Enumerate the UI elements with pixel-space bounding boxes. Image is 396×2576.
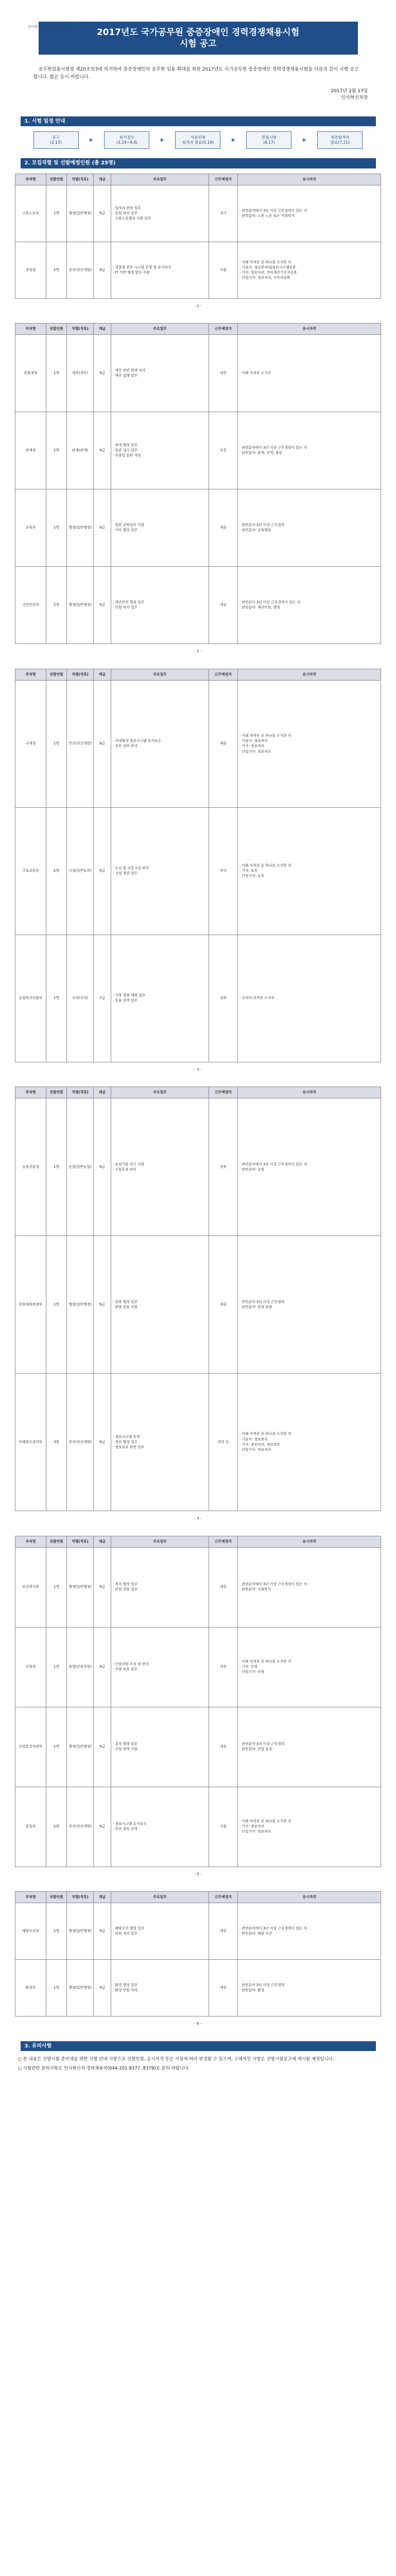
table-cell-grade: 9급	[94, 1374, 111, 1511]
table-cell-dept: 국민안전처	[15, 567, 46, 644]
column-header: 응시자격	[238, 669, 381, 680]
table-row	[15, 1960, 381, 2016]
column-header: 근무예정지	[209, 669, 238, 680]
notes	[18, 2056, 378, 2072]
table-cell-job: 농업(일반농업)	[67, 1098, 94, 1236]
table-cell-n: 2명	[46, 1787, 67, 1867]
schedule-step-date: (2.17)	[50, 140, 62, 145]
table-cell-duties: · 법원 공탁업무 지원 · 사무 행정 업무	[111, 489, 209, 567]
schedule-step	[175, 131, 220, 149]
table-cell-place: 과천 등	[209, 1374, 238, 1511]
table-cell-place: 세종	[209, 1960, 238, 2016]
table-cell-place: 세종	[209, 489, 238, 567]
column-header: 직렬(직류)	[67, 1087, 94, 1098]
table-cell-duties: · 도로 및 교통시설 관리 · 시설 점검 업무	[111, 807, 209, 935]
column-header: 직렬(직류)	[67, 1536, 94, 1547]
table-cell-n: 1명	[46, 680, 67, 807]
column-header: 응시자격	[238, 1892, 381, 1903]
page-title	[39, 22, 358, 55]
table-cell-job: 행정(일반행정)	[67, 567, 94, 644]
intro-paragraph: 공무원임용시험령 제20조의3에 의거하여 중증장애인의 공무원 임용 확대를 위한 2017년도 국가공무원 중증장애인 경력경쟁채용시험을 다음과 같이 시행 공고합니다. 많은 응시 바랍니다.	[33, 67, 359, 80]
column-header: 계급	[94, 669, 111, 680]
column-header: 응시자격	[238, 324, 381, 335]
column-header: 직렬(직류)	[67, 669, 94, 680]
column-header: 주요업무	[111, 174, 209, 185]
table-cell-grade: 7급	[94, 935, 111, 1062]
schedule-step	[104, 131, 149, 149]
schedule-step-label: 면접시험	[261, 135, 277, 140]
note-item: ○ 본 내용은 선발시험 준비생을 위한 시험 안내 사항으로 선발인원, 응시자격 등은 사정에 따라 변경될 수 있으며, 구체적인 사항은 선발시험공고에 게시될 예정입니다.	[18, 2057, 334, 2062]
table-header-row	[15, 174, 381, 185]
table-cell-qual: · 아래 자격증 중 하나를 소지한 자 · 기술사: 정보관리 · 기사: 정보처리, 정보보안 · 산업기사: 정보처리	[238, 1374, 381, 1511]
table-cell-duties: · 환경 행정 업무 · 환경 민원 처리	[111, 1960, 209, 2016]
table-cell-n: 2명	[46, 1903, 67, 1960]
schedule-step-label: 공고	[52, 135, 60, 140]
table-cell-job: 행정(일반행정)	[67, 489, 94, 567]
table-cell-dept: 경찰청	[15, 242, 46, 298]
table-cell-grade: 9급	[94, 335, 111, 412]
table-cell-grade: 9급	[94, 1903, 111, 1960]
table-cell-duties: · 정보시스템 운영 · 전산 행정 업무 · 정보보호 관련 업무	[111, 1374, 209, 1511]
table-cell-place: 세종	[209, 567, 238, 644]
table-cell-n: 1명	[46, 1547, 67, 1627]
table-block	[0, 323, 396, 654]
table-cell-job: 행정(일반행정)	[67, 1236, 94, 1374]
table-cell-job: 세무(세무)	[67, 335, 94, 412]
table-cell-grade: 9급	[94, 567, 111, 644]
table-cell-dept: 국토교통부	[15, 807, 46, 935]
table-cell-duties: · 문화 행정 업무 · 관광 진흥 지원	[111, 1236, 209, 1374]
table-cell-dept: 농림축산식품부	[15, 935, 46, 1062]
schedule-step-label: 원서접수	[119, 135, 134, 140]
table-cell-place: 인천	[209, 412, 238, 489]
table-cell-job: 수의(수의)	[67, 935, 94, 1062]
table-row	[15, 1903, 381, 1960]
table-cell-grade: 9급	[94, 1236, 111, 1374]
table-cell-job: 관세(관세)	[67, 412, 94, 489]
title-line-2: 시험 공고	[179, 39, 217, 49]
table-cell-n: 1명	[46, 1098, 67, 1236]
schedule-step-label: 서류전형	[190, 135, 205, 140]
schedule-step	[33, 131, 79, 149]
table-cell-place: 전북	[209, 1098, 238, 1236]
table-cell-qual: · 관련분야에서 3년 이상 근무경력이 있는 자 · 관련분야: 관세, 무역, 물류	[238, 412, 381, 489]
table-cell-place: 서울	[209, 1787, 238, 1867]
table-cell-job: 전산(전산개발)	[67, 1374, 94, 1511]
table-cell-n: 1명	[46, 1236, 67, 1374]
table-cell-qual: · 아래 자격증 소지자	[238, 335, 381, 412]
positions-table	[15, 1087, 381, 1511]
table-cell-grade: 9급	[94, 1627, 111, 1707]
table-cell-job: 전산(전산개발)	[67, 242, 94, 298]
table-block	[0, 1087, 396, 1521]
table-cell-duties: · 재난안전 행정 업무 · 민원 처리 업무	[111, 567, 209, 644]
table-cell-dept: 보건복지부	[15, 1547, 46, 1627]
table-row	[15, 412, 381, 489]
column-header: 직렬(직류)	[67, 324, 94, 335]
page-number: - 5 -	[194, 1872, 202, 1876]
table-row	[15, 680, 381, 807]
table-cell-job: 전산(전산개발)	[67, 1787, 94, 1867]
positions-table	[15, 1891, 381, 2016]
column-header: 근무예정지	[209, 174, 238, 185]
table-cell-grade: 9급	[94, 1098, 111, 1236]
table-cell-n: 1명	[46, 412, 67, 489]
table-row	[15, 1787, 381, 1867]
table-cell-qual: · 관련분야 3년 이상 근무경력 · 관련분야: 산업 통상	[238, 1707, 381, 1787]
column-header: 선발인원	[46, 1087, 67, 1098]
table-cell-duties: · 농업기술 연구 지원 · 시험포장 관리	[111, 1098, 209, 1236]
table-cell-n: 1명	[46, 1960, 67, 2016]
positions-table	[15, 669, 381, 1062]
table-cell-dept: 교육부	[15, 489, 46, 567]
section-notes-title: 3. 유의사항	[21, 2041, 376, 2052]
table-cell-place: 세종	[209, 1903, 238, 1960]
column-header: 계급	[94, 1536, 111, 1547]
schedule-step	[246, 131, 291, 149]
schedule-step	[317, 131, 363, 149]
table-cell-job: 임업(산림자원)	[67, 1627, 94, 1707]
section-schedule-title: 1. 시험 일정 안내	[21, 116, 376, 127]
table-cell-duties: · 경찰청 전산 시스템 운영 및 유지보수 · IT 기반 행정 업무 지원	[111, 242, 209, 298]
table-cell-grade: 9급	[94, 1787, 111, 1867]
table-cell-qual: · 아래 자격증 중 하나를 소지한 자 · 기사: 산림 · 산업기사: 산림	[238, 1627, 381, 1707]
announcing-org: 인사혁신처장	[341, 95, 368, 101]
column-header: 응시자격	[238, 1536, 381, 1547]
section-positions-title: 2. 모집직렬 및 선발예정인원 (총 25명)	[21, 158, 376, 168]
table-header-row	[15, 1536, 381, 1547]
column-header: 근무예정지	[209, 1536, 238, 1547]
table-cell-qual: · 관련분야 3년 이상 근무경력 · 관련분야: 문화 관광	[238, 1236, 381, 1374]
table-cell-dept: 환경부	[15, 1960, 46, 2016]
announcement-date: 2017년 2월 17일	[331, 88, 368, 94]
table-cell-n: 2명	[46, 567, 67, 644]
table-cell-duties: · 국세행정 정보시스템 유지보수 · 전산 장비 관리	[111, 680, 209, 807]
arrow-right-icon: ▶	[161, 138, 164, 143]
column-header: 계급	[94, 1892, 111, 1903]
table-cell-dept: 통일부	[15, 1787, 46, 1867]
table-row	[15, 567, 381, 644]
table-cell-grade: 9급	[94, 680, 111, 807]
positions-table	[15, 323, 381, 644]
column-header: 선발인원	[46, 174, 67, 185]
table-cell-place: 서울	[209, 242, 238, 298]
column-header: 근무예정지	[209, 1892, 238, 1903]
arrow-right-icon: ▶	[302, 138, 306, 143]
table-cell-duties: · 일자리 관련 업무 · 민원 처리 업무 · 고용노동행정 지원 업무	[111, 185, 209, 242]
table-cell-duties: · 관세 행정 업무 · 통관 심사 업무 · 수출입 통관 지원	[111, 412, 209, 489]
column-header: 선발인원	[46, 1536, 67, 1547]
table-cell-dept: 해양수산부	[15, 1903, 46, 1960]
table-cell-n: 1명	[46, 1627, 67, 1707]
column-header: 부처명	[15, 324, 46, 335]
table-cell-n: 1명	[46, 242, 67, 298]
table-row	[15, 242, 381, 298]
table-cell-job: 시설(일반토목)	[67, 807, 94, 935]
table-cell-duties: · 해양수산 행정 업무 · 민원 처리 업무	[111, 1903, 209, 1960]
table-cell-qual: · 관련분야에서 3년 이상 근무경력이 있는 자 · 관련분야: 사회복지	[238, 1547, 381, 1627]
table-row	[15, 489, 381, 567]
table-cell-dept: 문화재청	[15, 335, 46, 412]
schedule-steps	[33, 131, 363, 149]
table-cell-qual: · 아래 자격증 중 하나를 소지한 자 · 기술사: 정보관리 · 기사: 정보처리 · 산업기사: 정보처리	[238, 680, 381, 807]
table-row	[15, 1236, 381, 1374]
table-cell-qual: · 관련분야 3년 이상 근무경력 · 관련분야: 환경	[238, 1960, 381, 2016]
table-cell-dept: 관세청	[15, 412, 46, 489]
table-cell-dept: 산림청	[15, 1627, 46, 1707]
column-header: 선발인원	[46, 669, 67, 680]
date-org	[28, 88, 368, 102]
table-cell-grade: 9급	[94, 1547, 111, 1627]
table-cell-grade: 9급	[94, 807, 111, 935]
table-row	[15, 1098, 381, 1236]
positions-tables	[0, 174, 396, 2027]
table-cell-place: 세종	[209, 680, 238, 807]
table-row	[15, 335, 381, 412]
table-cell-dept: 미래창조과학부	[15, 1374, 46, 1511]
table-cell-n: 3명	[46, 1374, 67, 1511]
column-header: 선발인원	[46, 1892, 67, 1903]
positions-table	[15, 1536, 381, 1867]
table-cell-dept: 산업통상자원부	[15, 1707, 46, 1787]
table-row	[15, 1627, 381, 1707]
table-block	[0, 174, 396, 309]
column-header: 부처명	[15, 1892, 46, 1903]
page-number: - 2 -	[194, 649, 202, 654]
table-row	[15, 807, 381, 935]
table-cell-place: 대전	[209, 335, 238, 412]
table-row	[15, 935, 381, 1062]
table-cell-place: 전국	[209, 807, 238, 935]
schedule-step-date: 합격자 발표(5.19)	[182, 140, 214, 145]
table-header-row	[15, 1892, 381, 1903]
table-cell-job: 전산(전산개발)	[67, 680, 94, 807]
table-row	[15, 185, 381, 242]
schedule-step-date: (6.17)	[263, 140, 275, 145]
table-cell-n: 1명	[46, 935, 67, 1062]
table-cell-grade: 9급	[94, 242, 111, 298]
table-block	[0, 1891, 396, 2026]
table-cell-place: 세종	[209, 1707, 238, 1787]
table-cell-job: 행정(일반행정)	[67, 1960, 94, 2016]
table-cell-grade: 9급	[94, 1960, 111, 2016]
table-cell-job: 행정(일반행정)	[67, 1903, 94, 1960]
column-header: 계급	[94, 324, 111, 335]
table-header-row	[15, 669, 381, 680]
column-header: 주요업무	[111, 1892, 209, 1903]
column-header: 부처명	[15, 1087, 46, 1098]
table-cell-duties: · 산림자원 조성 및 관리 · 산림 보호 업무	[111, 1627, 209, 1707]
table-cell-duties: · 가축 질병 예방 업무 · 동물 검역 업무	[111, 935, 209, 1062]
table-cell-job: 행정(일반행정)	[67, 1707, 94, 1787]
positions-table	[15, 174, 381, 299]
schedule-step-date: (3.29~4.4)	[116, 140, 137, 145]
table-header-row	[15, 324, 381, 335]
table-cell-duties: · 정보시스템 유지보수 · 전산 장비 운영	[111, 1787, 209, 1867]
table-cell-n: 1명	[46, 335, 67, 412]
page-number: - 3 -	[194, 1067, 202, 1072]
column-header: 주요업무	[111, 1536, 209, 1547]
column-header: 직렬(직류)	[67, 1892, 94, 1903]
table-cell-job: 행정(일반행정)	[67, 1547, 94, 1627]
table-cell-job: 행정(일반행정)	[67, 185, 94, 242]
column-header: 주요업무	[111, 1087, 209, 1098]
table-block	[0, 669, 396, 1072]
column-header: 직렬(직류)	[67, 174, 94, 185]
page-number: - 4 -	[194, 1516, 202, 1521]
table-cell-qual: · 아래 자격증 중 하나를 소지한 자 · 기사: 정보처리 · 산업기사: 정보처리	[238, 1787, 381, 1867]
table-cell-qual: · 아래 자격증 중 하나를 소지한 자 · 기술사: 정보관리/컴퓨터시스템응용 · 기사: 정보처리, 전자계산기조직응용 · 산업기사: 정보처리, 사무자동화	[238, 242, 381, 298]
table-cell-place: 세종	[209, 1547, 238, 1627]
table-cell-dept: 고용노동부	[15, 185, 46, 242]
table-cell-qual: · 관련분야에서 3년 이상 근무경력이 있는 자 · 관련분야: 해양 수산	[238, 1903, 381, 1960]
column-header: 계급	[94, 174, 111, 185]
table-cell-grade: 9급	[94, 489, 111, 567]
table-cell-qual: · 관련분야에서 3년 이상 근무경력이 있는 자 · 관련분야: 고용 노동 또는 사회복지	[238, 185, 381, 242]
table-cell-grade: 9급	[94, 1707, 111, 1787]
arrow-right-icon: ▶	[232, 138, 235, 143]
table-cell-duties: · 세무 관련 회계 처리 · 예산 집행 업무	[111, 335, 209, 412]
table-cell-grade: 9급	[94, 185, 111, 242]
schedule-step-date: 발표(7.21)	[330, 140, 350, 145]
table-cell-qual: · 아래 자격증 중 하나를 소지한 자 · 기사: 토목 · 산업기사: 토목	[238, 807, 381, 935]
table-cell-place: 세종	[209, 1236, 238, 1374]
table-cell-n: 1명	[46, 1707, 67, 1787]
announcement-number: 인사혁신처 공고 제2017-57호	[28, 25, 73, 29]
table-cell-duties: · 복지 행정 업무 · 민원 상담 업무	[111, 1547, 209, 1627]
table-cell-qual: · 관련분야 3년 이상 근무경력이 있는 자 · 관련분야: 재난안전, 행정	[238, 567, 381, 644]
page-number: - 1 -	[194, 303, 202, 308]
table-cell-n: 1명	[46, 489, 67, 567]
page	[0, 22, 396, 2072]
table-cell-dept: 국세청	[15, 680, 46, 807]
column-header: 응시자격	[238, 1087, 381, 1098]
column-header: 부처명	[15, 174, 46, 185]
table-cell-place: 경기	[209, 185, 238, 242]
table-cell-qual: · 관련분야에서 3년 이상 근무경력이 있는 자 · 관련분야: 농업	[238, 1098, 381, 1236]
table-header-row	[15, 1087, 381, 1098]
table-block	[0, 1536, 396, 1877]
table-row	[15, 1547, 381, 1627]
table-cell-duties: · 통상 행정 업무 · 산업 정책 지원	[111, 1707, 209, 1787]
column-header: 부처명	[15, 1536, 46, 1547]
table-cell-qual: · 관련분야 3년 이상 근무경력 · 관련분야: 교육행정	[238, 489, 381, 567]
column-header: 응시자격	[238, 174, 381, 185]
table-cell-grade: 9급	[94, 412, 111, 489]
title-line-1: 2017년도 국가공무원 중증장애인 경력경쟁채용시험	[96, 27, 300, 38]
page-number: - 6 -	[194, 2022, 202, 2026]
column-header: 근무예정지	[209, 324, 238, 335]
table-cell-n: 2명	[46, 807, 67, 935]
table-cell-qual: · 수의사 자격증 소지자	[238, 935, 381, 1062]
schedule-step-label: 최종합격자	[331, 135, 350, 140]
column-header: 계급	[94, 1087, 111, 1098]
column-header: 근무예정지	[209, 1087, 238, 1098]
table-row	[15, 1707, 381, 1787]
note-item: ○ 시험관련 문의사항은 인사혁신처 경력채용과(044-201-8377, 8379)로 문의 바랍니다.	[18, 2065, 190, 2071]
arrow-right-icon: ▶	[90, 138, 93, 143]
table-cell-n: 1명	[46, 185, 67, 242]
table-cell-place: 대전	[209, 1627, 238, 1707]
column-header: 선발인원	[46, 324, 67, 335]
table-cell-dept: 농촌진흥청	[15, 1098, 46, 1236]
table-cell-place: 경북	[209, 935, 238, 1062]
column-header: 주요업무	[111, 669, 209, 680]
table-row	[15, 1374, 381, 1511]
column-header: 주요업무	[111, 324, 209, 335]
column-header: 부처명	[15, 669, 46, 680]
table-cell-dept: 문화체육관광부	[15, 1236, 46, 1374]
